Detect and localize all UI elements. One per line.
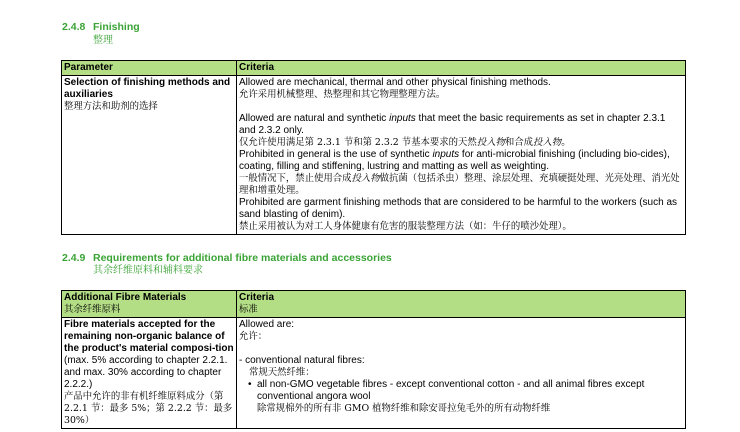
non-gmo-fibres-text-cn: 除常规棉外的所有非 GMO 植物纤维和除安哥拉兔毛外的所有动物纤维: [257, 403, 551, 414]
section-heading-additional-fibres: [62, 252, 392, 265]
criteria-mechanical: Allowed are mechanical, thermal and other physical finishing methods.: [239, 77, 551, 88]
finishing-criteria-table: [61, 60, 686, 235]
criteria-prohibited-synthetic: Prohibited in general is the use of synthetic inputs for anti-microbial finishing (including bio-cides), coating, filling and stiffening, lustring and matting as well as weighting.: [239, 149, 670, 172]
table-row: [62, 318, 686, 429]
fibre-criteria-cell: [237, 318, 686, 429]
section-number: 2.4.9: [62, 252, 86, 264]
section-title: Requirements for additional fibre materials and accessories: [93, 252, 392, 264]
section-heading-finishing: [62, 21, 140, 34]
conventional-fibres-label: - conventional natural fibres:: [239, 355, 365, 366]
fibre-materials-cell: [62, 318, 237, 429]
header-criteria: Criteria: [237, 61, 686, 76]
header-criteria: Criteria 标准: [237, 291, 686, 318]
section-title-cn: 其余纤维原料和辅料要求: [93, 265, 203, 276]
criteria-garment-finishing: Prohibited are garment finishing methods that are considered to be harmful to the workers (such as sand blasting of denim).: [239, 197, 678, 220]
criteria-garment-finishing-cn: 禁止采用被认为对工人身体健康有危害的服装整理方法（如：牛仔的喷沙处理）。: [239, 221, 572, 232]
fibre-materials-label-cn: 产品中允许的非有机纤维原料成分（第 2.2.1 节：最多 5%；第 2.2.2 节：最多 30%）: [64, 391, 233, 426]
parameter-label-cn: 整理方法和助剂的选择: [64, 101, 158, 112]
criteria-natural-synthetic: Allowed are natural and synthetic inputs that meet the basic requirements as set in chapter 2.3.1 and 2.3.2 only.: [239, 113, 666, 136]
list-item: [239, 379, 683, 415]
table-row: [62, 76, 686, 235]
allowed-label: Allowed are:: [239, 319, 295, 330]
criteria-natural-synthetic-cn: 仅允许使用满足第 2.3.1 节和第 2.3.2 节基本要求的天然投入物和合成投入物。: [239, 137, 571, 148]
table-header-row: [62, 61, 686, 76]
section-number: 2.4.8: [62, 21, 86, 33]
criteria-mechanical-cn: 允许采用机械整理、热整理和其它物理整理方法。: [239, 89, 446, 100]
header-parameter: Parameter: [62, 61, 237, 76]
section-title-cn: 整理: [93, 35, 113, 46]
conventional-fibres-label-cn: 常规天然纤维：: [249, 367, 315, 378]
additional-fibres-table: [61, 290, 686, 429]
criteria-prohibited-synthetic-cn: 一般情况下，禁止使用合成投入物做抗菌（包括杀虫）整理、涂层处理、充填硬挺处理、光亮处理、消光处理和增重处理。: [239, 173, 680, 196]
allowed-label-cn: 允许：: [239, 331, 268, 342]
non-gmo-fibres-text: all non-GMO vegetable fibres - except conventional cotton - and all animal fibres except conventional angora wool: [257, 379, 645, 402]
header-additional-fibres: Additional Fibre Materials 其余纤维原料: [62, 291, 237, 318]
table-header-row: [62, 291, 686, 318]
parameter-label: Selection of finishing methods and auxiliaries: [64, 77, 231, 100]
bullet-icon: •: [248, 379, 252, 390]
parameter-cell: [62, 76, 237, 235]
fibre-materials-label: Fibre materials accepted for the remaining non-organic balance of the product's material composi-tion (max. 5% according to chapter 2.2.1. and max. 30% according to chapter 2.2.2.): [64, 319, 234, 390]
criteria-cell: [237, 76, 686, 235]
section-title: Finishing: [93, 21, 140, 33]
